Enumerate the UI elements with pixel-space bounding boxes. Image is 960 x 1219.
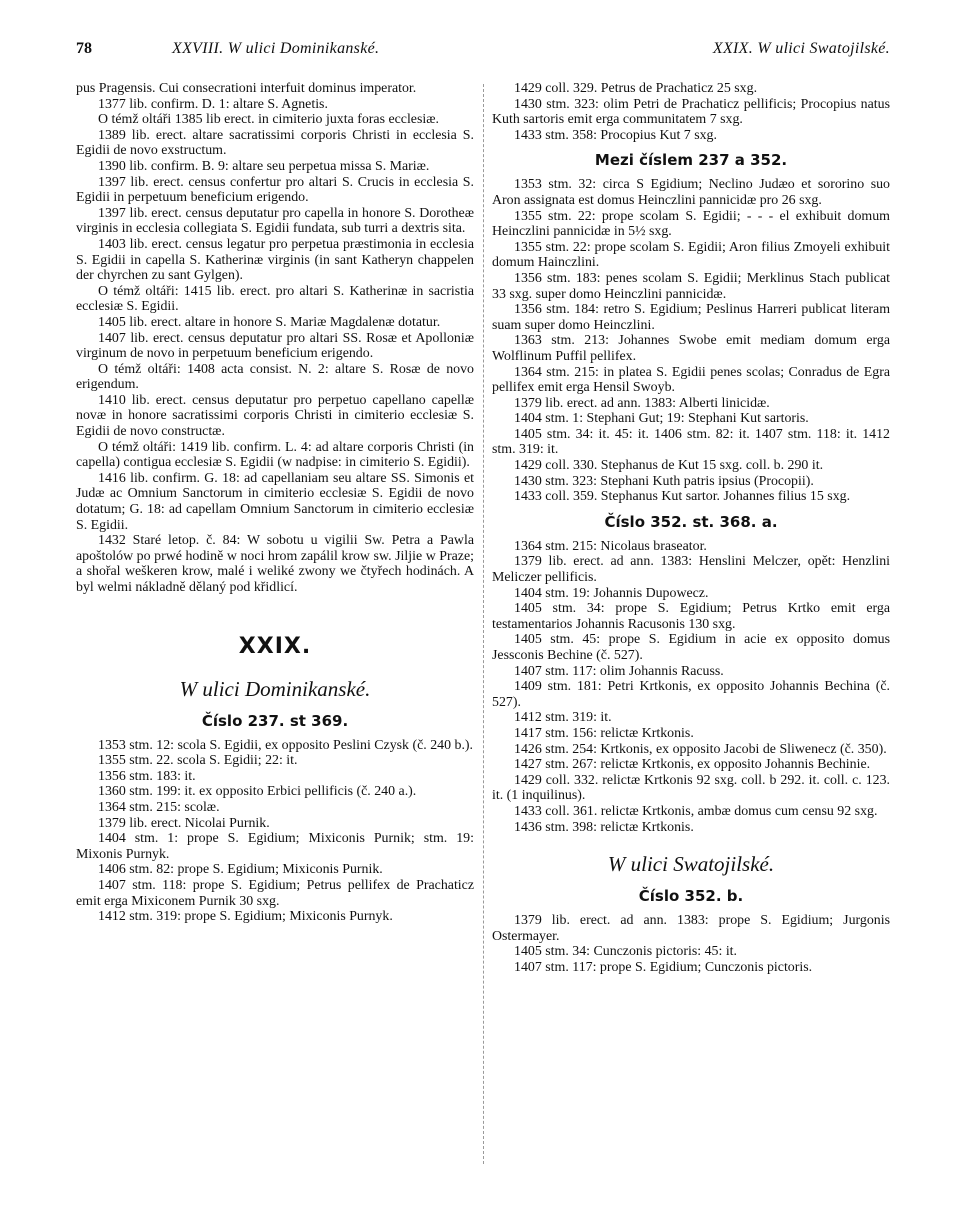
running-title-right: XXIX. W ulici Swatojilské. xyxy=(712,40,890,57)
entry-paragraph: 1405 lib. erect. altare in honore S. Mariæ Magdalenæ dotatur. xyxy=(98,314,441,330)
entry-paragraph: 1407 lib. erect. census deputatur pro altari SS. Rosæ et Apolloniæ virginum de novo in perpetuum beneficium erigendo. xyxy=(76,330,474,362)
entry-paragraph: 1429 coll. 329. Petrus de Prachaticz 25 sxg. xyxy=(514,81,758,96)
entry-paragraph: 1356 stm. 183: penes scolam S. Egidii; Merklinus Stach publicat 33 sxg. super domo Heinczlini pannicidæ. xyxy=(492,270,890,302)
entry-paragraph: 1379 lib. erect. ad ann. 1383: prope S. Egidium; Jurgonis Ostermayer. xyxy=(492,913,890,944)
entry-paragraph: 1355 stm. 22. scola S. Egidii; 22: it. xyxy=(98,753,298,769)
house-number-heading: Číslo 352. st. 368. a. xyxy=(604,512,778,531)
between-numbers-heading: Mezi číslem 237 a 352. xyxy=(594,151,788,170)
entry-paragraph: 1429 coll. 332. relictæ Krtkonis 92 sxg. coll. b 292. it. coll. c. 123. it. (1 inquilinus). xyxy=(492,772,890,804)
entry-paragraph: 1404 stm. 1: Stephani Gut; 19: Stephani Kut sartoris. xyxy=(514,411,809,427)
entry-paragraph: 1404 stm. 19: Johannis Dupowecz. xyxy=(514,585,709,601)
page-number: 78 xyxy=(76,40,92,57)
entry-paragraph: 1433 stm. 358: Procopius Kut 7 sxg. xyxy=(514,127,717,143)
entry-paragraph: 1379 lib. erect. ad ann. 1383: Alberti linicidæ. xyxy=(514,395,770,411)
entry-paragraph: 1407 stm. 118: prope S. Egidium; Petrus pellifex de Prachaticz emit erga Mixiconem Purnik 30 sxg. xyxy=(76,877,474,909)
entry-paragraph: 1417 stm. 156: relictæ Krtkonis. xyxy=(514,725,694,741)
section-number: XXIX. xyxy=(238,633,312,659)
entry-paragraph: 1356 stm. 183: it. xyxy=(98,768,196,784)
entry-paragraph: 1379 lib. erect. ad ann. 1383: Henslini Melczer, opět: Henzlini Meliczer pellificis. xyxy=(492,554,890,586)
entry-paragraph: pus Pragensis. Cui consecrationi interfuit dominus imperator. xyxy=(76,81,417,96)
entry-paragraph: 1389 lib. erect. altare sacratissimi corporis Christi in ecclesia S. Egidii de novo exstructum. xyxy=(76,127,474,159)
entry-paragraph: 1407 stm. 117: prope S. Egidium; Cunczonis pictoris. xyxy=(514,959,813,975)
entry-paragraph: 1405 stm. 34: prope S. Egidium; Petrus Krtko emit erga testamentarios Johannis Racusonis 130 sxg. xyxy=(492,601,890,632)
running-header xyxy=(76,40,890,64)
entry-paragraph: 1379 lib. erect. Nicolai Purnik. xyxy=(98,815,270,831)
street-title: W ulici Dominikanské. xyxy=(179,676,371,701)
entry-paragraph: 1356 stm. 184: retro S. Egidium; Peslinus Harreri publicat literam suam super domo Heinczlini. xyxy=(492,302,890,333)
entry-paragraph: 1412 stm. 319: it. xyxy=(514,710,612,726)
entry-paragraph: O témž oltáři: 1419 lib. confirm. L. 4: ad altare corporis Christi (in capella) contigua ecclesiæ S. Egidii (w nadpise: in cimiterio S. Egidii). xyxy=(76,439,474,471)
right-column xyxy=(492,81,890,976)
entry-paragraph: 1364 stm. 215: in platea S. Egidii penes scolas; Conradus de Egra pellifex emit erga Hensil Swoyb. xyxy=(492,364,890,396)
entry-paragraph: 1412 stm. 319: prope S. Egidium; Mixiconis Purnyk. xyxy=(98,909,393,925)
entry-paragraph: 1416 lib. confirm. G. 18: ad capellaniam seu altare SS. Simonis et Judæ ac Omnium Sanctorum in cimiterio ecclesiæ S. Egidii de novo dotatum; G. 18: ad capellam Omnium Sanctorum in cimiterio ecclesiæ S. Egidii. xyxy=(76,470,474,533)
entry-paragraph: 1430 stm. 323: Stephani Kuth patris ipsius (Procopii). xyxy=(514,473,814,489)
entry-paragraph: 1409 stm. 181: Petri Krtkonis, ex opposito Johannis Bechina (č. 527). xyxy=(492,679,890,710)
entry-paragraph: 1363 stm. 213: Johannes Swobe emit mediam domum erga Wolflinum Puffil pellifex. xyxy=(492,333,890,364)
entry-paragraph: 1433 coll. 361. relictæ Krtkonis, ambæ domus cum censu 92 sxg. xyxy=(514,803,878,819)
entry-paragraph: 1390 lib. confirm. B. 9: altare seu perpetua missa S. Mariæ. xyxy=(98,158,430,174)
entry-paragraph: 1410 lib. erect. census deputatur pro perpetuo capellano capellæ novæ in honore sacratissimi corporis Christi in cimiterio ecclesiæ S. Egidii de novo constructæ. xyxy=(76,392,474,440)
entry-paragraph: 1433 coll. 359. Stephanus Kut sartor. Johannes filius 15 sxg. xyxy=(514,489,851,505)
entry-paragraph: O témž oltáři 1385 lib erect. in cimiterio juxta foras ecclesiæ. xyxy=(98,112,439,128)
entry-paragraph: 1353 stm. 32: circa S Egidium; Neclino Judæo et sororino suo Aron assignata est domus Heinczlini pannicidæ pro 26 sxg. xyxy=(492,177,890,208)
entry-paragraph: O témž oltáři: 1415 lib. erect. pro altari S. Katherinæ in sacristia ecclesiæ S. Egidii. xyxy=(76,283,474,315)
entry-paragraph: 1406 stm. 82: prope S. Egidium; Mixiconis Purnik. xyxy=(98,862,383,878)
entry-paragraph: 1429 coll. 330. Stephanus de Kut 15 sxg. coll. b. 290 it. xyxy=(514,458,824,474)
entry-paragraph: 1364 stm. 215: scolæ. xyxy=(98,799,220,815)
entry-paragraph: 1355 stm. 22: prope scolam S. Egidii; - - - el exhibuit domum Heinczlini pannicidæ in 5½ sxg. xyxy=(492,208,890,240)
entry-paragraph: 1405 stm. 45: prope S. Egidium in acie ex opposito domus Jessconis Bechine (č. 527). xyxy=(492,632,890,663)
entry-paragraph: 1436 stm. 398: relictæ Krtkonis. xyxy=(514,819,694,835)
entry-paragraph: 1364 stm. 215: Nicolaus braseator. xyxy=(514,538,707,554)
entry-paragraph: 1405 stm. 34: it. 45: it. 1406 stm. 82: it. 1407 stm. 118: it. 1412 stm. 319: it. xyxy=(492,426,890,458)
entry-paragraph: 1403 lib. erect. census legatur pro perpetua præstimonia in ecclesia S. Egidii in capella S. Katherinæ virginis (in sant Katheryn chappelen der chyrchen zu sant Gylgen). xyxy=(76,236,474,284)
entry-paragraph: 1405 stm. 34: Cunczonis pictoris: 45: it. xyxy=(514,944,738,960)
entry-paragraph: 1430 stm. 323: olim Petri de Prachaticz pellificis; Procopius natus Kuth sartoris emit erga communitatem 7 sxg. xyxy=(492,96,890,128)
entry-paragraph: 1404 stm. 1: prope S. Egidium; Mixiconis Purnik; stm. 19: Mixonis Purnyk. xyxy=(76,831,474,862)
house-number-heading: Číslo 352. b. xyxy=(638,887,744,906)
entry-paragraph: 1407 stm. 117: olim Johannis Racuss. xyxy=(514,663,724,679)
column-divider xyxy=(483,84,484,1164)
entry-paragraph: 1360 stm. 199: it. ex opposito Erbici pellificis (č. 240 a.). xyxy=(98,784,417,800)
entry-paragraph: 1426 stm. 254: Krtkonis, ex opposito Jacobi de Sliwenecz (č. 350). xyxy=(514,741,887,757)
street-title: W ulici Swatojilské. xyxy=(607,852,775,877)
entry-paragraph: 1353 stm. 12: scola S. Egidii, ex opposito Peslini Czysk (č. 240 b.). xyxy=(98,737,474,753)
entry-paragraph: 1377 lib. confirm. D. 1: altare S. Agnetis. xyxy=(98,96,328,112)
house-number-heading: Číslo 237. st 369. xyxy=(201,711,349,730)
entry-paragraph: 1397 lib. erect. census deputatur pro capella in honore S. Dorotheæ virginis in ecclesia collegiata S. Egidii fundata, sub turri a dextris sita. xyxy=(76,205,474,237)
entry-paragraph: 1427 stm. 267: relictæ Krtkonis, ex opposito Johannis Bechinie. xyxy=(514,757,871,773)
running-title-left: XXVIII. W ulici Dominikanské. xyxy=(172,40,380,57)
entry-paragraph: O témž oltáři: 1408 acta consist. N. 2: altare S. Rosæ de novo erigendum. xyxy=(76,361,474,393)
entry-paragraph: 1432 Staré letop. č. 84: W sobotu u vigilii Sw. Petra a Pawla apoštolów po prwé hodině w noci hrom zapálil krow sw. Jiljie w Praze; a shořal weškeren krow, malé i weliké zwony we čtyřech hodinách. A byl welmi nákladně dělaný pod křidlicí. xyxy=(76,533,474,595)
entry-paragraph: 1397 lib. erect. census confertur pro altari S. Crucis in ecclesia S. Egidii in perpetuum beneficium erigendo. xyxy=(76,174,474,206)
left-column xyxy=(76,81,474,925)
entry-paragraph: 1355 stm. 22: prope scolam S. Egidii; Aron filius Zmoyeli exhibuit domum Hainczlini. xyxy=(492,239,890,271)
